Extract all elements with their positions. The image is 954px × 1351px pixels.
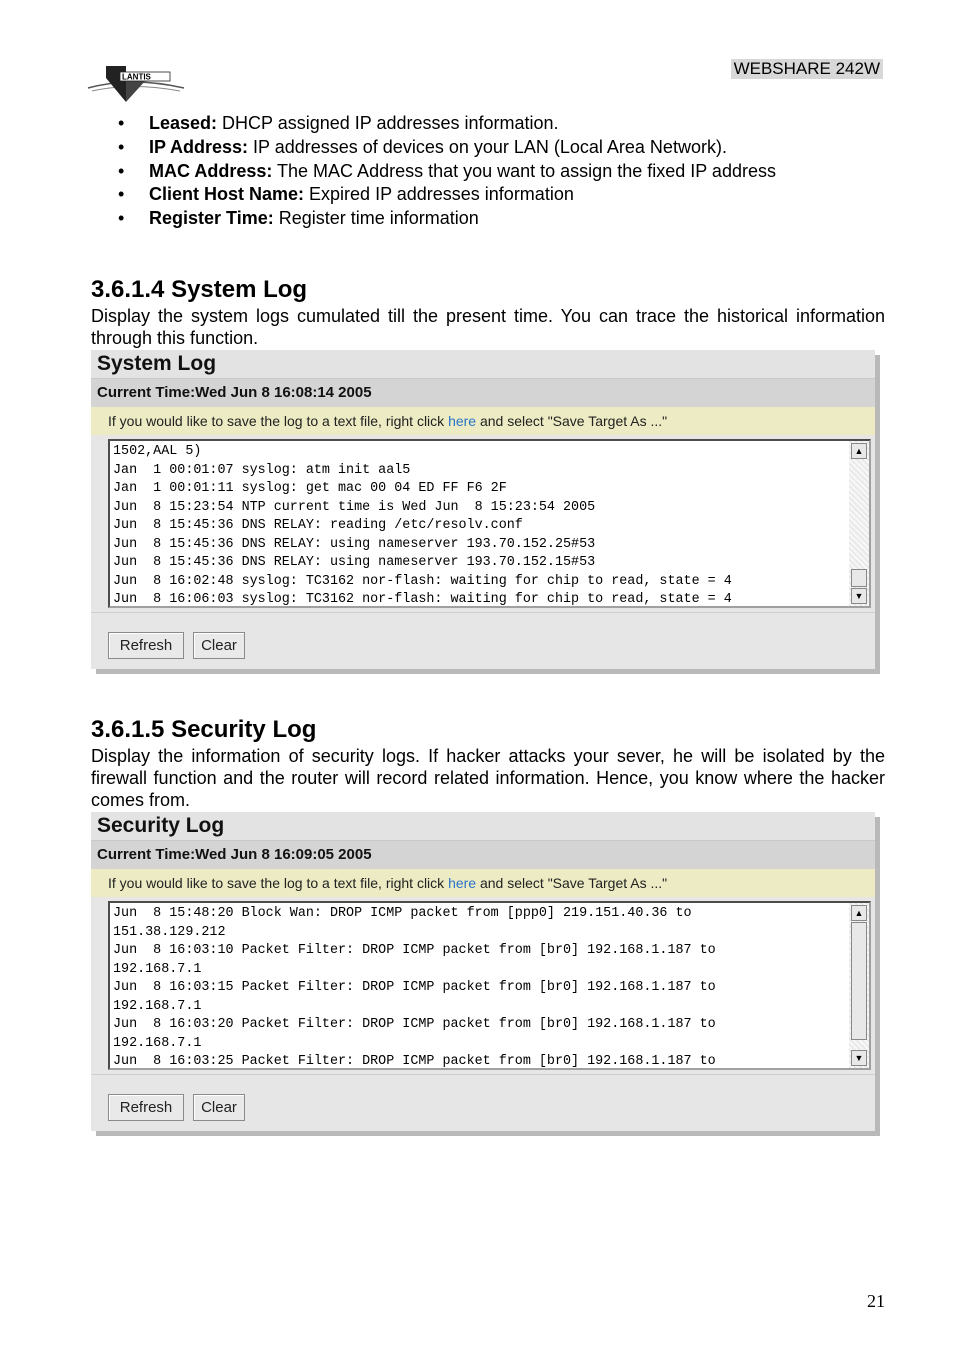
atlantis-logo bbox=[86, 58, 186, 104]
log-line: Jun 8 16:03:25 Packet Filter: DROP ICMP packet from [br0] 192.168.1.187 to bbox=[113, 1054, 716, 1069]
scrollbar[interactable] bbox=[849, 903, 869, 1068]
atlantis-logo-graphic bbox=[86, 58, 186, 104]
security-log-textarea[interactable] bbox=[108, 901, 871, 1070]
definition-desc: Expired IP addresses information bbox=[304, 184, 574, 205]
scrollbar[interactable] bbox=[849, 441, 869, 606]
scroll-up-icon[interactable]: ▲ bbox=[851, 905, 867, 921]
definition-item bbox=[110, 183, 890, 207]
save-hint bbox=[91, 407, 875, 435]
log-line: 1502,AAL 5) bbox=[113, 444, 202, 459]
definition-item bbox=[110, 207, 890, 231]
log-text bbox=[113, 905, 845, 1070]
definition-desc: Register time information bbox=[273, 208, 479, 229]
definition-item bbox=[110, 112, 890, 136]
log-line: Jun 8 15:45:36 DNS RELAY: using nameserver 193.70.152.25#53 bbox=[113, 536, 596, 552]
clear-button[interactable]: Clear bbox=[193, 1094, 245, 1121]
log-line: Jun 8 16:03:10 Packet Filter: DROP ICMP packet from [br0] 192.168.1.187 to bbox=[113, 943, 716, 958]
definition-item bbox=[110, 160, 890, 184]
log-line: Jun 8 15:45:36 DNS RELAY: reading /etc/resolv.conf bbox=[113, 518, 523, 533]
log-line: 192.168.7.1 bbox=[113, 961, 202, 977]
save-log-link[interactable]: here bbox=[448, 875, 477, 891]
log-line: 192.168.7.1 bbox=[113, 998, 202, 1014]
security-log-panel bbox=[91, 812, 875, 1131]
definition-desc: DHCP assigned IP addresses information. bbox=[217, 113, 559, 133]
panel-title: System Log bbox=[91, 350, 875, 379]
security-log-description: Display the information of security logs. If hacker attacks your sever, he will be isolated by the firewall function and the router will record related information. Hence, you know where the hacker comes from. bbox=[91, 746, 885, 810]
definition-term: IP Address: bbox=[149, 136, 249, 157]
definition-desc: IP addresses of devices on your LAN (Local Area Network). bbox=[248, 136, 727, 157]
scroll-down-icon[interactable]: ▼ bbox=[851, 588, 867, 604]
definition-desc: The MAC Address that you want to assign the fixed IP address bbox=[272, 160, 776, 181]
save-hint bbox=[91, 869, 875, 897]
hint-text: and select "Save Target As ..." bbox=[476, 413, 668, 429]
system-log-heading: 3.6.1.4 System Log bbox=[91, 276, 308, 303]
refresh-button[interactable]: Refresh bbox=[108, 1094, 184, 1121]
button-row bbox=[91, 1074, 875, 1131]
panel-title: Security Log bbox=[91, 812, 875, 841]
hint-text: If you would like to save the log to a text file, right click bbox=[108, 875, 449, 891]
log-line: Jan 1 00:01:11 syslog: get mac 00 04 ED FF F6 2F bbox=[113, 481, 507, 496]
system-log-panel bbox=[91, 350, 875, 669]
log-line: Jun 8 15:23:54 NTP current time is Wed Jun 8 15:23:54 2005 bbox=[113, 499, 596, 515]
save-log-link[interactable]: here bbox=[448, 413, 477, 429]
definition-list bbox=[110, 112, 890, 231]
current-time: Current Time:Wed Jun 8 16:09:05 2005 bbox=[91, 841, 875, 869]
definition-term: MAC Address: bbox=[149, 160, 273, 181]
definition-item bbox=[110, 136, 890, 160]
scroll-up-icon[interactable]: ▲ bbox=[851, 443, 867, 459]
log-text bbox=[113, 443, 845, 608]
hint-text: If you would like to save the log to a text file, right click bbox=[108, 413, 449, 429]
log-line: Jun 8 16:03:15 Packet Filter: DROP ICMP packet from [br0] 192.168.1.187 to bbox=[113, 980, 716, 995]
scroll-thumb[interactable] bbox=[851, 569, 867, 587]
current-time: Current Time:Wed Jun 8 16:08:14 2005 bbox=[91, 379, 875, 407]
refresh-button[interactable]: Refresh bbox=[108, 632, 184, 659]
scroll-down-icon[interactable]: ▼ bbox=[851, 1050, 867, 1066]
system-log-description: Display the system logs cumulated till the present time. You can trace the historical information through this function. bbox=[91, 306, 885, 348]
definition-term: Client Host Name: bbox=[149, 184, 305, 205]
logo-lettering: LANTIS bbox=[122, 72, 151, 82]
log-line: Jun 8 16:03:20 Packet Filter: DROP ICMP packet from [br0] 192.168.1.187 to bbox=[113, 1017, 716, 1032]
log-line: Jun 8 15:48:20 Block Wan: DROP ICMP packet from [ppp0] 219.151.40.36 to bbox=[113, 906, 692, 921]
log-line: Jun 8 16:06:03 syslog: TC3162 nor-flash: waiting for chip to read, state = 4 bbox=[113, 592, 732, 607]
definition-term: Register Time: bbox=[149, 208, 274, 229]
hint-text: and select "Save Target As ..." bbox=[476, 875, 668, 891]
definition-term: Leased: bbox=[149, 113, 218, 133]
scroll-thumb[interactable] bbox=[851, 922, 867, 1040]
model-label: WEBSHARE 242W bbox=[731, 59, 883, 79]
log-line: 192.168.7.1 bbox=[113, 1035, 202, 1051]
system-log-textarea[interactable] bbox=[108, 439, 871, 608]
log-line: 151.38.129.212 bbox=[113, 924, 226, 940]
page-number: 21 bbox=[867, 1291, 885, 1311]
log-line: Jun 8 15:45:36 DNS RELAY: using nameserver 193.70.152.15#53 bbox=[113, 555, 596, 570]
log-line: Jun 8 16:02:48 syslog: TC3162 nor-flash: waiting for chip to read, state = 4 bbox=[113, 573, 732, 589]
security-log-heading: 3.6.1.5 Security Log bbox=[91, 716, 317, 743]
log-line: Jan 1 00:01:07 syslog: atm init aal5 bbox=[113, 462, 411, 478]
clear-button[interactable]: Clear bbox=[193, 632, 245, 659]
button-row bbox=[91, 612, 875, 669]
